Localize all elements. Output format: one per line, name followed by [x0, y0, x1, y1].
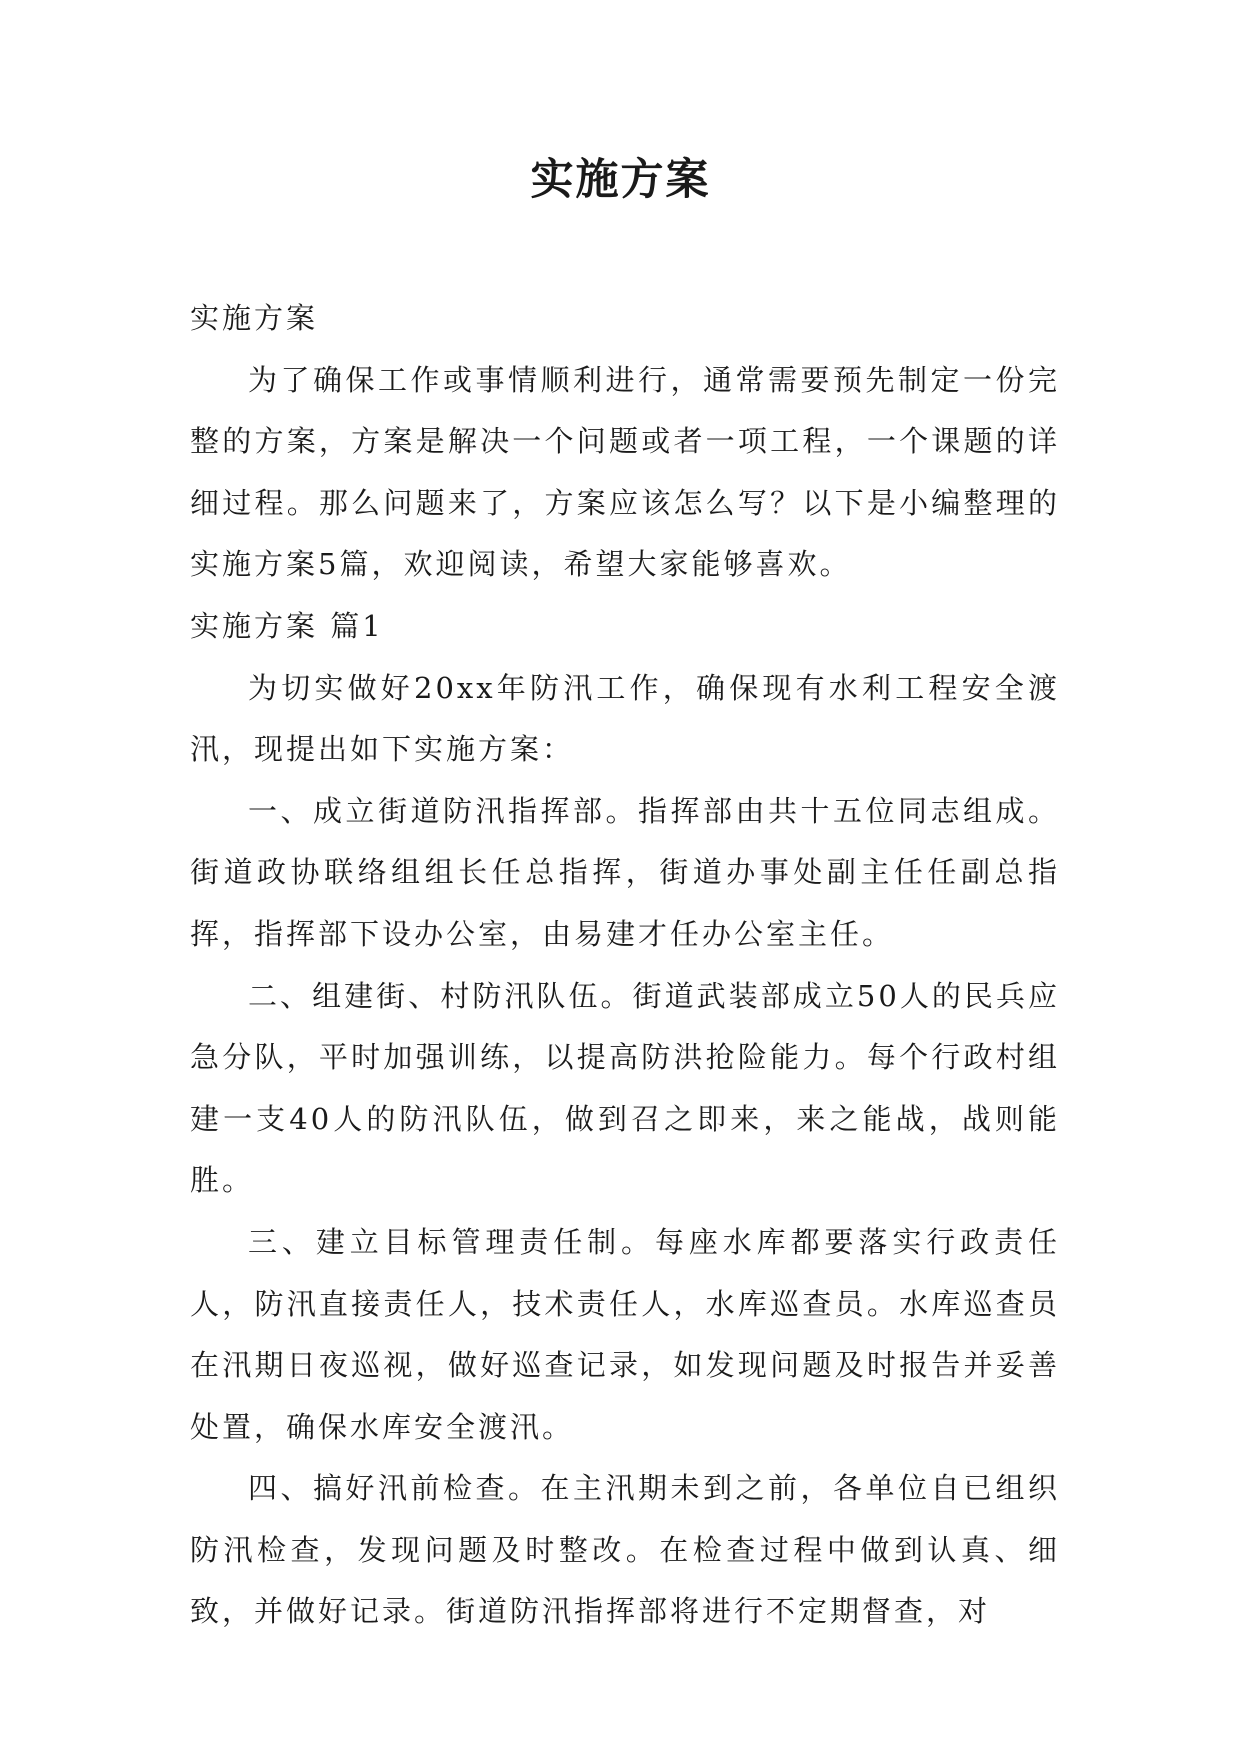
- intro-paragraph: 为了确保工作或事情顺利进行，通常需要预先制定一份完整的方案，方案是解决一个问题或者一项工程，一个课题的详细过程。那么问题来了，方案应该怎么写？以下是小编整理的实施方案5篇，欢迎阅读，希望大家能够喜欢。: [190, 362, 1060, 582]
- body-paragraph: 一、成立街道防汛指挥部。指挥部由共十五位同志组成。街道政协联络组组长任总指挥，街道办事处副主任任副总指挥，指挥部下设办公室，由易建才任办公室主任。: [190, 793, 1060, 951]
- body-paragraph: 三、建立目标管理责任制。每座水库都要落实行政责任人，防汛直接责任人，技术责任人，水库巡查员。水库巡查员在汛期日夜巡视，做好巡查记录，如发现问题及时报告并妥善处置，确保水库安全渡汛。: [190, 1224, 1060, 1444]
- section-heading: 实施方案 篇1: [190, 608, 384, 643]
- body-paragraph: 为切实做好20xx年防汛工作，确保现有水利工程安全渡汛，现提出如下实施方案：: [190, 670, 1060, 767]
- body-paragraph: 二、组建街、村防汛队伍。街道武装部成立50人的民兵应急分队，平时加强训练，以提高防洪抢险能力。每个行政村组建一支40人的防汛队伍，做到召之即来，来之能战，战则能胜。: [190, 978, 1060, 1198]
- document-title: 实施方案: [530, 155, 711, 205]
- body-paragraph: 四、搞好汛前检查。在主汛期未到之前，各单位自已组织防汛检查，发现问题及时整改。在检查过程中做到认真、细致，并做好记录。街道防汛指挥部将进行不定期督查，对: [190, 1471, 1060, 1629]
- document-body: [190, 288, 1060, 1643]
- section-heading: 实施方案: [190, 301, 319, 335]
